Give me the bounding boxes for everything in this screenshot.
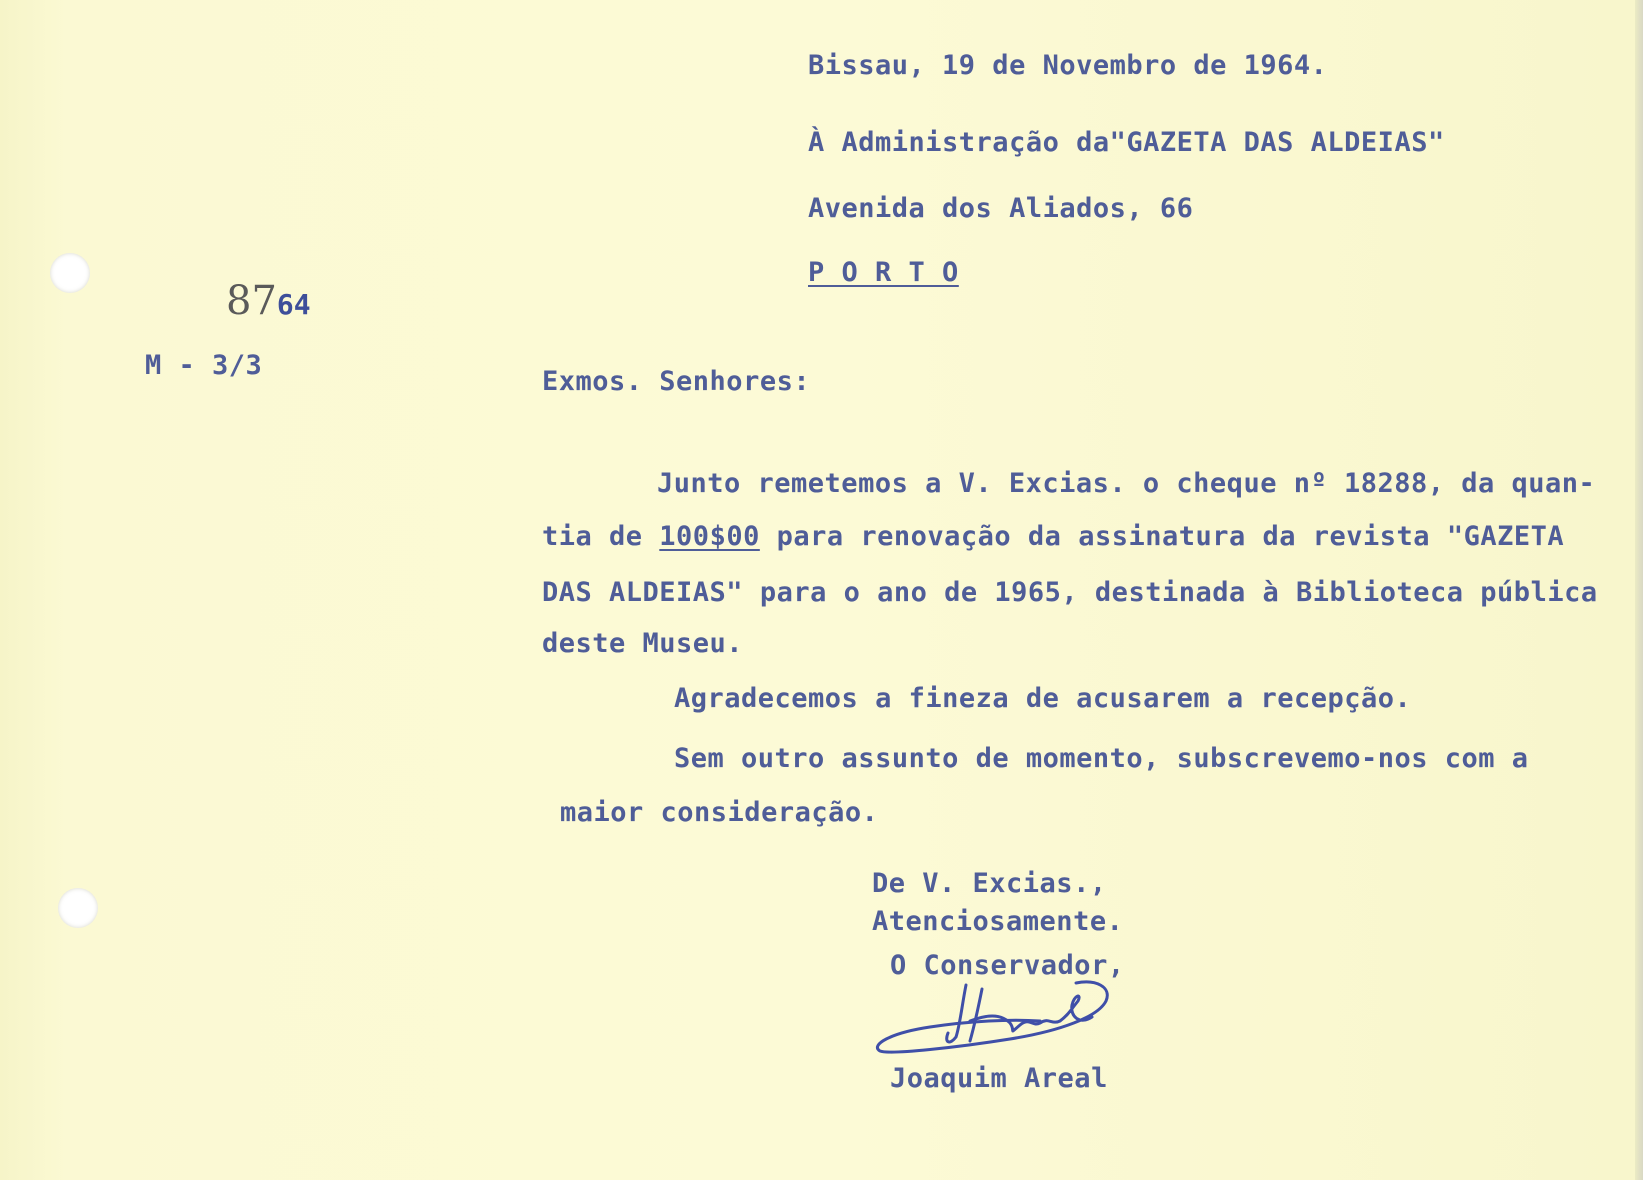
paper-edge [1635, 0, 1643, 1180]
closing-line-1: De V. Excias., [872, 868, 1107, 899]
recipient-line-1: À Administração da"GAZETA DAS ALDEIAS" [808, 127, 1445, 158]
date-line: Bissau, 19 de Novembro de 1964. [808, 50, 1328, 81]
reference-code: M - 3/3 [145, 350, 263, 381]
body-p1-line2-end: para renovação da assinatura da revista "GAZETA [759, 521, 1565, 552]
reference-number [226, 278, 311, 324]
recipient-line-2: Avenida dos Aliados, 66 [808, 193, 1194, 224]
signatory-name: Joaquim Areal [890, 1063, 1108, 1094]
body-p2: Agradecemos a fineza de acusarem a recepção. [674, 683, 1412, 714]
recipient-city: P O R T O [808, 257, 959, 288]
punch-hole-bottom [58, 888, 98, 928]
body-p3-line1: Sem outro assunto de momento, subscrevemo-nos com a [674, 743, 1529, 774]
stamped-number: 64 [276, 288, 311, 321]
body-p1-line2 [542, 521, 1564, 552]
body-p1-line3: DAS ALDEIAS" para o ano de 1965, destinada à Biblioteca pública [542, 577, 1598, 608]
body-p1-line1: Junto remetemos a V. Excias. o cheque nº 18288, da quan- [657, 468, 1596, 499]
salutation: Exmos. Senhores: [542, 366, 811, 397]
closing-line-3: O Conservador, [890, 950, 1125, 981]
body-p1-line2-start: tia de [542, 521, 660, 552]
amount: 100$00 [659, 521, 760, 552]
closing-line-2: Atenciosamente. [872, 906, 1124, 937]
punch-hole-top [50, 253, 90, 293]
body-p1-line4: deste Museu. [542, 628, 744, 659]
handwritten-number: 87 [226, 278, 277, 324]
body-p3-line2: maior consideração. [560, 797, 879, 828]
